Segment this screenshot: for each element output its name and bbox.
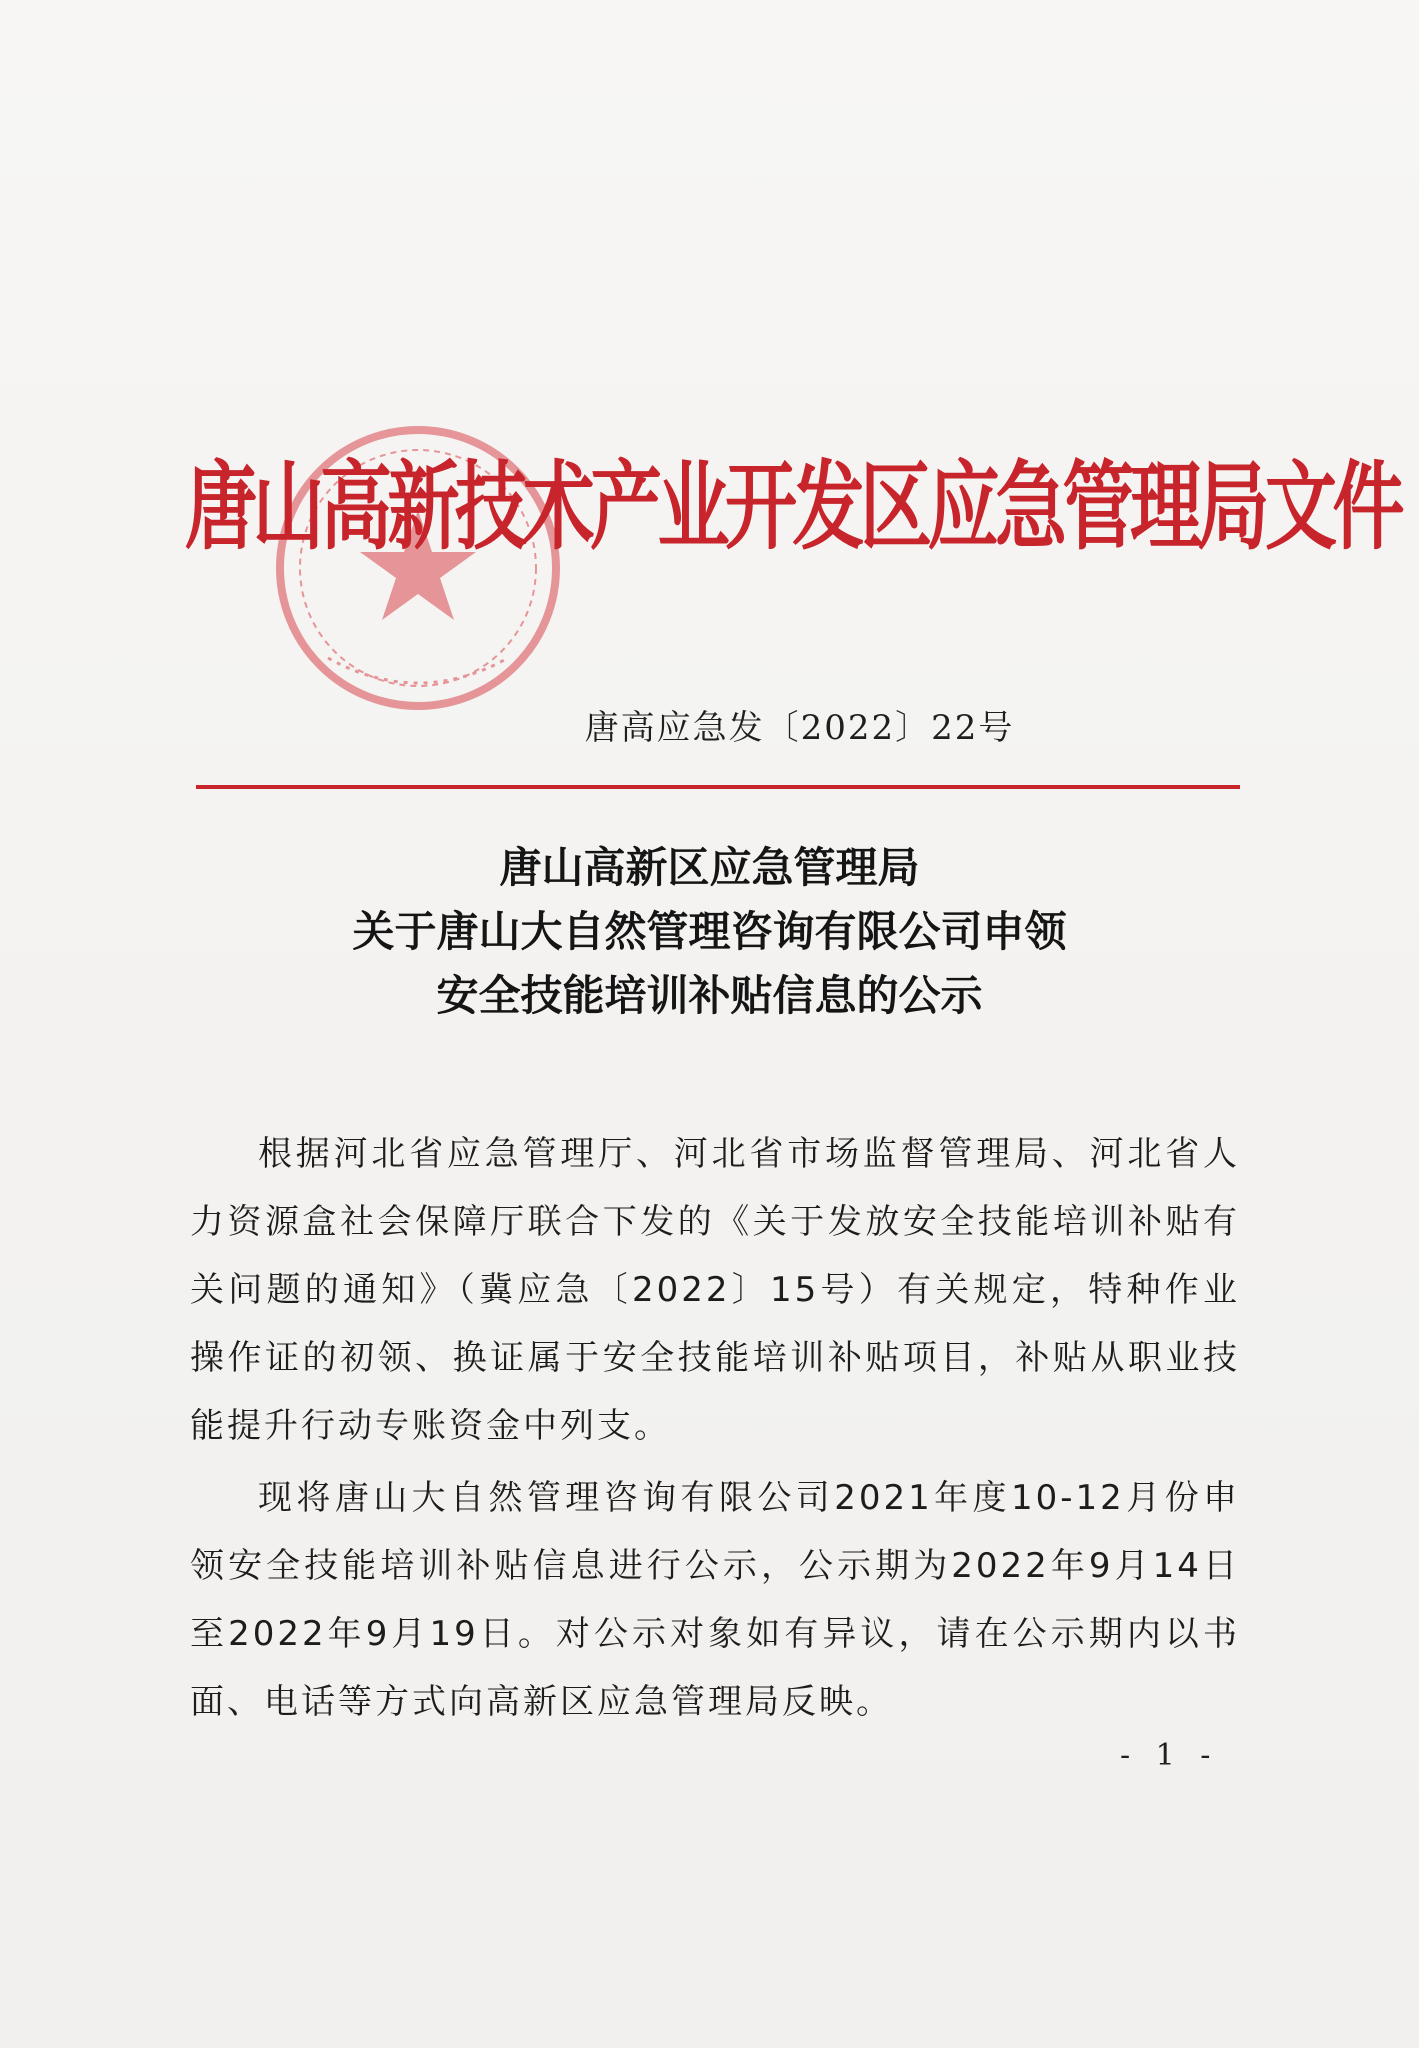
notice-title: [0, 836, 1419, 1028]
document-masthead: 唐山高新技术产业开发区应急管理局文件: [185, 450, 1400, 563]
title-line-1: 唐山高新区应急管理局: [499, 843, 920, 892]
document-number: 唐高应急发〔2022〕22号: [584, 708, 1015, 748]
body-paragraph-2: 现将唐山大自然管理咨询有限公司2021年度10-12月份申领安全技能培训补贴信息进行公示，公示期为2022年9月14日至2022年9月19日。对公示对象如有异议，请在公示期内以书面、电话等方式向高新区应急管理局反映。: [190, 1478, 1240, 1722]
page-number: - 1 -: [1120, 1738, 1219, 1773]
title-line-3: 安全技能培训补贴信息的公示: [436, 971, 983, 1020]
document-number-row: [0, 700, 1419, 749]
title-line-2: 关于唐山大自然管理咨询有限公司申领: [352, 907, 1067, 956]
notice-body: [190, 1120, 1240, 1736]
body-paragraph-1: 根据河北省应急管理厅、河北省市场监督管理局、河北省人力资源盒社会保障厅联合下发的《关于发放安全技能培训补贴有关问题的通知》（冀应急〔2022〕15号）有关规定，特种作业操作证的初领、换证属于安全技能培训补贴项目，补贴从职业技能提升行动专账资金中列支。: [190, 1134, 1240, 1446]
red-divider-line: [196, 785, 1240, 789]
